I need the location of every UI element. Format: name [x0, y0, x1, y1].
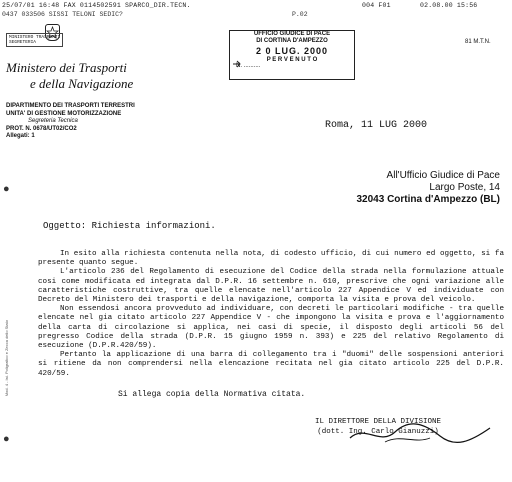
fax-date: 02.08.00 15:56: [420, 2, 478, 9]
paragraph: In esito alla richiesta contenuta nella nota, di codesto ufficio, di cui numero ed oggetto, si fa presente quanto segue.: [38, 250, 504, 268]
stamp-received-label: P E R V E N U T O: [266, 57, 318, 63]
stamp-date: 2 0 LUG. 2000: [255, 46, 329, 56]
stamp-number-label: N.: [236, 63, 242, 69]
fax-header-line-1: 25/07/01 16:48 FAX 0114502591 SPARCO_DIR.TECN. 004 F01 02.08.00 15:56: [2, 2, 478, 9]
paragraph: Pertanto la applicazione di una barra di collegamento tra i "duomi" delle sospensioni anteriori si ritiene da non comprendersi nella elencazione recitata nel gia citato articolo 225 del D.P.R. 420/59.: [38, 351, 504, 378]
received-stamp: UFFICIO GIUDICE DI PACE DI CORTINA D'AMPEZZO 2 0 LUG. 2000 P E R V E N U T O N. ..........: [229, 30, 355, 80]
ministry-name-line-2: e della Navigazione: [30, 76, 134, 91]
signer-name: (dott. Ing. Carlo Gianuzzi): [317, 427, 439, 436]
fax-header-line-2: 0437 033506 SISSI TELONI SEDIC? P.02: [2, 11, 308, 18]
recipient-line-1: All'Ufficio Giudice di Pace: [386, 170, 500, 181]
recipient-line-2: Largo Poste, 14: [429, 182, 500, 193]
stamp-arrow-icon: [232, 56, 242, 66]
ministry-name-line-1: Ministero dei Trasporti: [6, 60, 127, 75]
paragraph: L'articolo 236 del Regolamento di esecuzione del Codice della strada nella formulazione attuale cosi come modificata ed integrata dal D.P.R. 16 settembre n. 610, prescrive che ogni variazione alle caratteristiche costruttive, tra quelle elencate nell'articolo 227 Appendice V ed individuate con Decreto del Ministero dei trasporti e della navigazione, comporta la visita e prova del veicolo.: [38, 268, 504, 305]
department-block: [6, 103, 135, 141]
department-name: DIPARTIMENTO DEI TRASPORTI TERRESTRI: [6, 103, 135, 109]
stamp-office-line-1: UFFICIO GIUDICE DI PACE: [253, 31, 331, 37]
protocol-ref-right: 81 M.T.N.: [465, 39, 491, 45]
punch-hole-icon: ●: [3, 184, 10, 196]
paragraph: Non essendosi ancora provveduto ad individuare, con decreti le particolari modifiche - tra quelle elencate nel gia citato articolo 227 Appendice V - che impongono la visita e prova e l'aggiornamento della carta di circolazione si applica, nei casi di specie, il disposto degli articoli 56 del pregresso Codice della strada (D.P.R. 15 giugno 1959 n. 393) e 225 del relativo Regolamento di esecuzione (D.P.R.420/59).: [38, 305, 504, 351]
letter-date: Roma, 11 LUG 2000: [325, 120, 428, 131]
protocol-number: PROT. N. 0678/UT02/CO2: [6, 125, 77, 132]
subject-line: Oggetto: Richiesta informazioni.: [43, 221, 216, 231]
punch-hole-icon: ●: [3, 434, 10, 446]
letter-body: [38, 250, 504, 379]
handwritten-signature: [345, 420, 495, 448]
enclosure-note: Si allega copia della Normativa citata.: [118, 390, 306, 399]
fax-page-number: P.02: [292, 11, 308, 18]
ministry-name: [6, 60, 196, 92]
attachments-count: Allegati: 1: [6, 133, 35, 139]
signer-title: IL DIRETTORE DELLA DIVISIONE: [315, 418, 442, 426]
unit-name: UNITA' DI GESTIONE MOTORIZZAZIONE: [6, 110, 122, 117]
stamp-office-line-2: DI CORTINA D'AMPEZZO: [256, 38, 328, 44]
fax-page-ref: 004 F01: [362, 2, 391, 9]
segreteria-label: Segreteria Tecnica: [28, 118, 78, 124]
recipient-line-3: 32043 Cortina d'Ampezzo (BL): [356, 194, 500, 205]
recipient-address: [330, 170, 500, 206]
ministry-stamp-box: MINISTERO TRASPORTI SEGRETERIA: [6, 33, 63, 47]
margin-printer-note: Mod. 4 - Ist. Poligrafico e Zecca dello Stato: [4, 320, 9, 397]
